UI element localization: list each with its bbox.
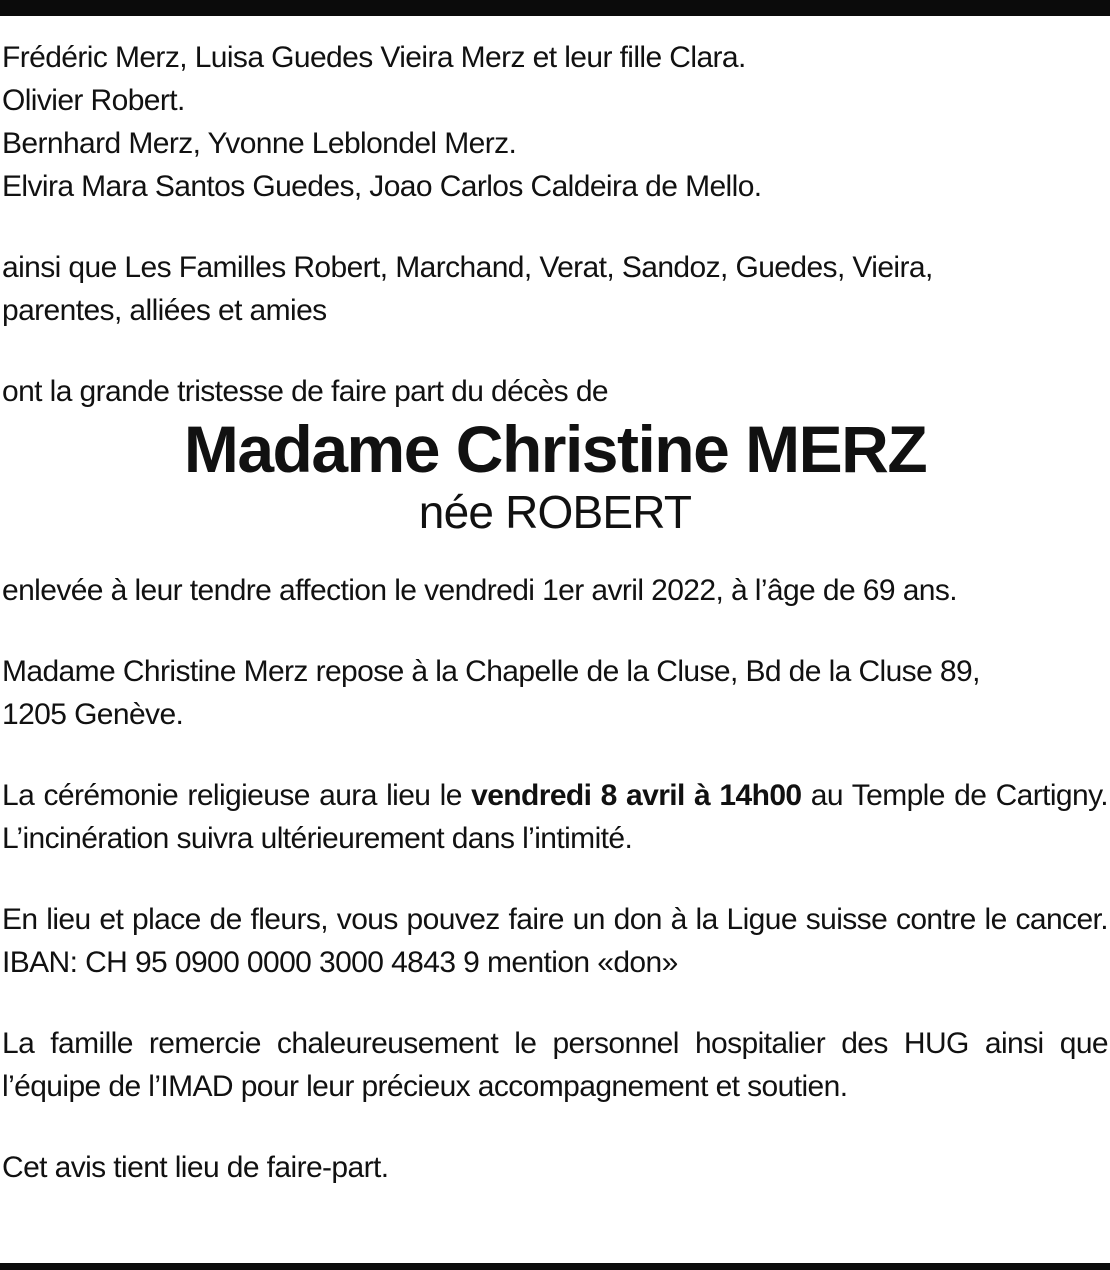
extended-families-line: parentes, alliées et amies <box>2 294 327 327</box>
thanks-text: La famille remercie chaleureusement le personnel hospitalier des HUG ainsi que l’équipe de l’IMAD pour leur précieux accompagnement et soutien. <box>2 1027 1108 1103</box>
obituary-notice <box>2 36 1108 1189</box>
bottom-rule <box>0 1263 1110 1270</box>
family-line: Elvira Mara Santos Guedes, Joao Carlos Caldeira de Mello. <box>2 170 762 203</box>
top-rule <box>0 0 1110 16</box>
extended-families-line: ainsi que Les Familles Robert, Marchand, Verat, Sandoz, Guedes, Vieira, <box>2 251 933 284</box>
repose-info <box>2 650 1108 736</box>
ceremony-intro: La cérémonie religieuse aura lieu le <box>2 779 472 812</box>
closing-text: Cet avis tient lieu de faire-part. <box>2 1151 389 1184</box>
repose-line: Madame Christine Merz repose à la Chapelle de la Cluse, Bd de la Cluse 89, <box>2 655 980 688</box>
repose-line: 1205 Genève. <box>2 698 184 731</box>
family-line: Olivier Robert. <box>2 84 185 117</box>
extended-families <box>2 246 1108 332</box>
announcement: ont la grande tristesse de faire part du décès de <box>2 375 608 408</box>
passing-text: enlevée à leur tendre affection le vendredi 1er avril 2022, à l’âge de 69 ans. <box>2 574 957 607</box>
ceremony-details: au Temple de Cartigny. L’incinération suivra ultérieurement dans l’intimité. <box>2 779 1109 855</box>
family-line: Frédéric Merz, Luisa Guedes Vieira Merz et leur fille Clara. <box>2 41 746 74</box>
family-line: Bernhard Merz, Yvonne Leblondel Merz. <box>2 127 517 160</box>
donation-info: En lieu et place de fleurs, vous pouvez faire un don à la Ligue suisse contre le cancer. IBAN: CH 95 0900 0000 3000 4843 9 mention «don» <box>2 903 1108 979</box>
family-list <box>2 36 1108 208</box>
ceremony-info <box>2 774 1108 860</box>
maiden-name: née ROBERT <box>418 486 692 538</box>
ceremony-date-time: vendredi 8 avril à 14h00 <box>471 779 802 812</box>
deceased-name: Madame Christine MERZ <box>183 412 927 486</box>
